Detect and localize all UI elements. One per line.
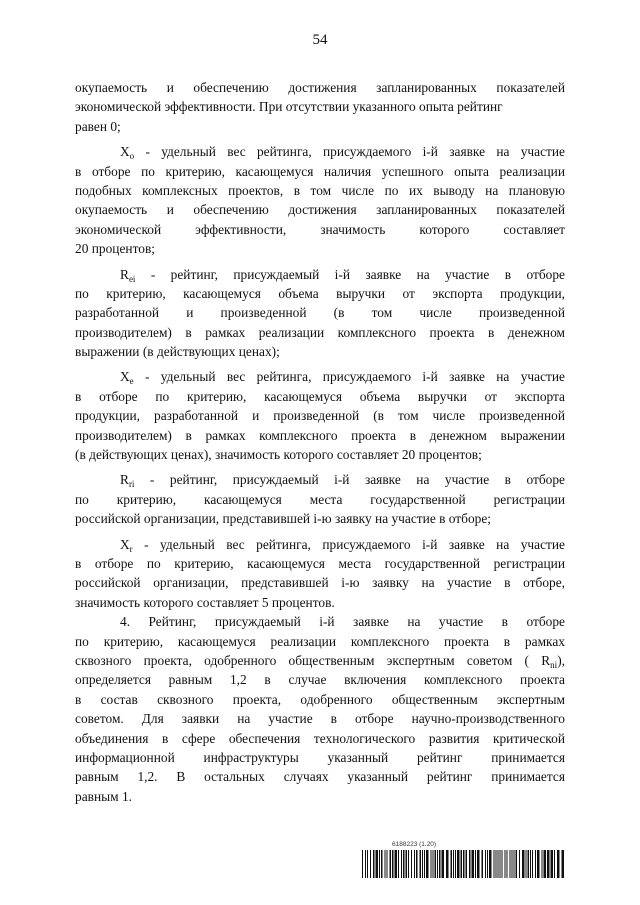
text-line: по критерию, касающемуся объема выручки от экспорта продукции, (75, 285, 565, 301)
text-line: значимость которого составляет 5 процентов. (75, 594, 335, 610)
text-line: по критерию, касающемуся реализации комплексного проекта в рамках (75, 633, 565, 649)
text-line: 20 процентов; (75, 241, 155, 257)
text-line: в состав сквозного проекта, одобренного общественным экспертным (75, 691, 565, 707)
text-line: в отборе по критерию, касающемуся объема выручки от экспорта (75, 388, 565, 404)
text-line: определяется равным 1,2 в случае включения комплексного проекта (75, 672, 565, 688)
text-line: советом. Для заявки на участие в отборе научно-производственного (75, 711, 565, 727)
text-line: сквозного проекта, одобренного общественным экспертным советом ( $R_{ni}$), (75, 652, 565, 670)
formula-symbol: $R_{ri}$ (120, 472, 135, 490)
text-line: производителем) в рамках реализации комплексного проекта в денежном (75, 324, 565, 340)
text-line: экономической эффективности. При отсутствии указанного опыта рейтинг (75, 99, 503, 115)
text-line: $X_r$ - удельный вес рейтинга, присуждаемого i-й заявке на участие (120, 536, 565, 554)
text-line: $X_e$ - удельный вес рейтинга, присуждаемого i-й заявке на участие (120, 369, 565, 387)
text-line: $R_{ri}$ - рейтинг, присуждаемый i-й заявке на участие в отборе (120, 472, 565, 490)
text-line: равен 0; (75, 118, 121, 134)
text-line: по критерию, касающемуся места государственной регистрации (75, 491, 565, 507)
document-body (75, 78, 565, 806)
text-line: разработанной и произведенной (в том числе произведенной (75, 305, 565, 321)
text-line: $R_{ei}$ - рейтинг, присуждаемый i-й заявке на участие в отборе (120, 266, 565, 284)
text-line: российской организации, представившей i-ю заявку на участие в отборе, (75, 575, 565, 591)
text-line: в отборе по критерию, касающемуся наличия успешного опыта реализации (75, 163, 565, 179)
text-line: равным 1,2. В остальных случаях указанный рейтинг принимается (75, 769, 565, 785)
formula-symbol: $R_{ei}$ (120, 266, 136, 284)
formula-symbol: $X_r$ (120, 536, 133, 554)
text-line: окупаемость и обеспечению достижения запланированных показателей (75, 80, 565, 95)
text-line: экономической эффективности, значимость которого составляет (75, 221, 565, 237)
text-line: равным 1. (75, 788, 132, 804)
document-code: 6188223 (1.20) (392, 841, 437, 848)
page-number: 54 (312, 32, 328, 48)
text-line: в отборе по критерию, касающемуся места государственной регистрации (75, 555, 565, 571)
text-line: производителем) в рамках комплексного проекта в денежном выражении (75, 427, 565, 443)
text-line: объединения в сфере обеспечения технологического развития критической (75, 730, 565, 746)
text-line: продукции, разработанной и произведенной (в том числе произведенной (75, 408, 565, 424)
text-line: окупаемость и обеспечению достижения запланированных показателей (75, 202, 565, 218)
text-line: подобных комплексных проектов, в том числе по их выводу на плановую (75, 182, 565, 198)
formula-symbol: $X_e$ (120, 369, 134, 387)
text-line: $X_o$ - удельный вес рейтинга, присуждаемого i-й заявке на участие (120, 144, 565, 162)
text-line: (в действующих ценах), значимость которого составляет 20 процентов; (75, 447, 482, 463)
formula-symbol: $X_o$ (120, 144, 135, 162)
barcode (362, 850, 567, 878)
text-line: информационной инфраструктуры указанный рейтинг принимается (75, 749, 565, 765)
text-line: 4. Рейтинг, присуждаемый i-й заявке на участие в отборе (120, 614, 565, 630)
text-line: российской организации, представившей i-ю заявку на участие в отборе; (75, 511, 492, 527)
text-line: выражении (в действующих ценах); (75, 344, 280, 360)
